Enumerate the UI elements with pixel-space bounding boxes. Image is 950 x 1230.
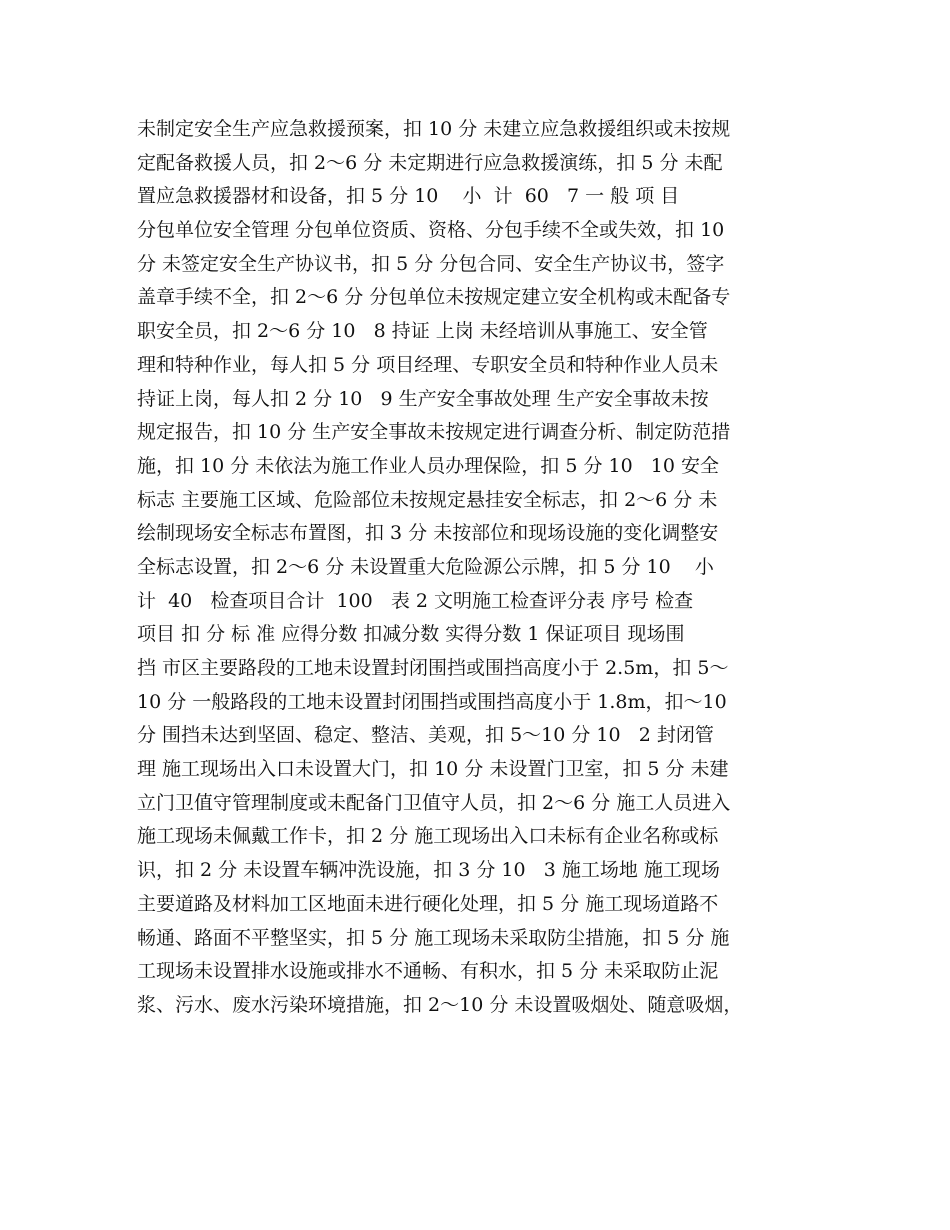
text-line: 工现场未设置排水设施或排水不通畅、有积水，扣 5 分 未采取防止泥 — [137, 960, 719, 983]
text-line: 挡 市区主要路段的工地未设置封闭围挡或围挡高度小于 2.5m，扣 5～ — [137, 657, 729, 679]
text-line: 理 施工现场出入口未设置大门，扣 10 分 未设置门卫室，扣 5 分 未建 — [137, 758, 729, 781]
text-line: 未制定安全生产应急救援预案，扣 10 分 未建立应急救援组织或未按规 — [137, 118, 731, 140]
text-line: 定配备救援人员，扣 2～6 分 未定期进行应急救援演练，扣 5 分 未配 — [137, 151, 723, 174]
text-line: 规定报告，扣 10 分 生产安全事故未按规定进行调查分析、制定防范措 — [137, 421, 731, 444]
text-line: 全标志设置，扣 2～6 分 未设置重大危险源公示牌，扣 5 分 10 小 — [137, 555, 714, 578]
text-line: 施工现场未佩戴工作卡，扣 2 分 施工现场出入口未标有企业名称或标 — [137, 825, 719, 848]
text-line: 识，扣 2 分 未设置车辆冲洗设施，扣 3 分 10 3 施工场地 施工现场 — [137, 859, 720, 882]
text-line: 置应急救援器材和设备，扣 5 分 10 小 计 60 7 一 般 项 目 — [137, 185, 680, 208]
text-line: 分包单位安全管理 分包单位资质、资格、分包手续不全或失效，扣 10 — [137, 219, 725, 242]
text-line: 主要道路及材料加工区地面未进行硬化处理，扣 5 分 施工现场道路不 — [137, 892, 719, 915]
text-line: 施，扣 10 分 未依法为施工作业人员办理保险，扣 5 分 10 10 安全 — [137, 454, 720, 477]
text-line: 理和特种作业，每人扣 5 分 项目经理、专职安全员和特种作业人员未 — [137, 353, 719, 376]
text-line: 分 围挡未达到坚固、稳定、整洁、美观，扣 5～10 分 10 2 封闭管 — [137, 724, 714, 747]
text-line: 畅通、路面不平整坚实，扣 5 分 施工现场未采取防尘措施，扣 5 分 施 — [137, 926, 730, 949]
text-line: 职安全员，扣 2～6 分 10 8 持证 上岗 未经培训从事施工、安全管 — [137, 320, 708, 343]
text-line: 绘制现场安全标志布置图，扣 3 分 未按部位和现场设施的变化调整安 — [137, 522, 719, 545]
text-line: 标志 主要施工区域、危险部位未按规定悬挂安全标志，扣 2～6 分 未 — [137, 488, 718, 511]
text-line: 10 分 一般路段的工地未设置封闭围挡或围挡高度小于 1.8m，扣～10 — [137, 690, 727, 713]
text-line: 持证上岗，每人扣 2 分 10 9 生产安全事故处理 生产安全事故未按 — [137, 387, 709, 410]
text-line: 盖章手续不全，扣 2～6 分 分包单位未按规定建立安全机构或未配备专 — [137, 286, 731, 309]
text-line: 计 40 检查项目合计 100 表 2 文明施工检查评分表 序号 检查 — [137, 589, 694, 612]
text-line: 立门卫值守管理制度或未配备门卫值守人员，扣 2～6 分 施工人员进入 — [137, 791, 731, 814]
text-line: 项目 扣 分 标 准 应得分数 扣减分数 实得分数 1 保证项目 现场围 — [137, 623, 685, 646]
text-line: 浆、污水、废水污染环境措施，扣 2～10 分 未设置吸烟处、随意吸烟， — [137, 993, 743, 1016]
text-line: 分 未签定安全生产协议书，扣 5 分 分包合同、安全生产协议书，签字 — [137, 252, 725, 275]
document-text-body — [137, 113, 817, 1023]
